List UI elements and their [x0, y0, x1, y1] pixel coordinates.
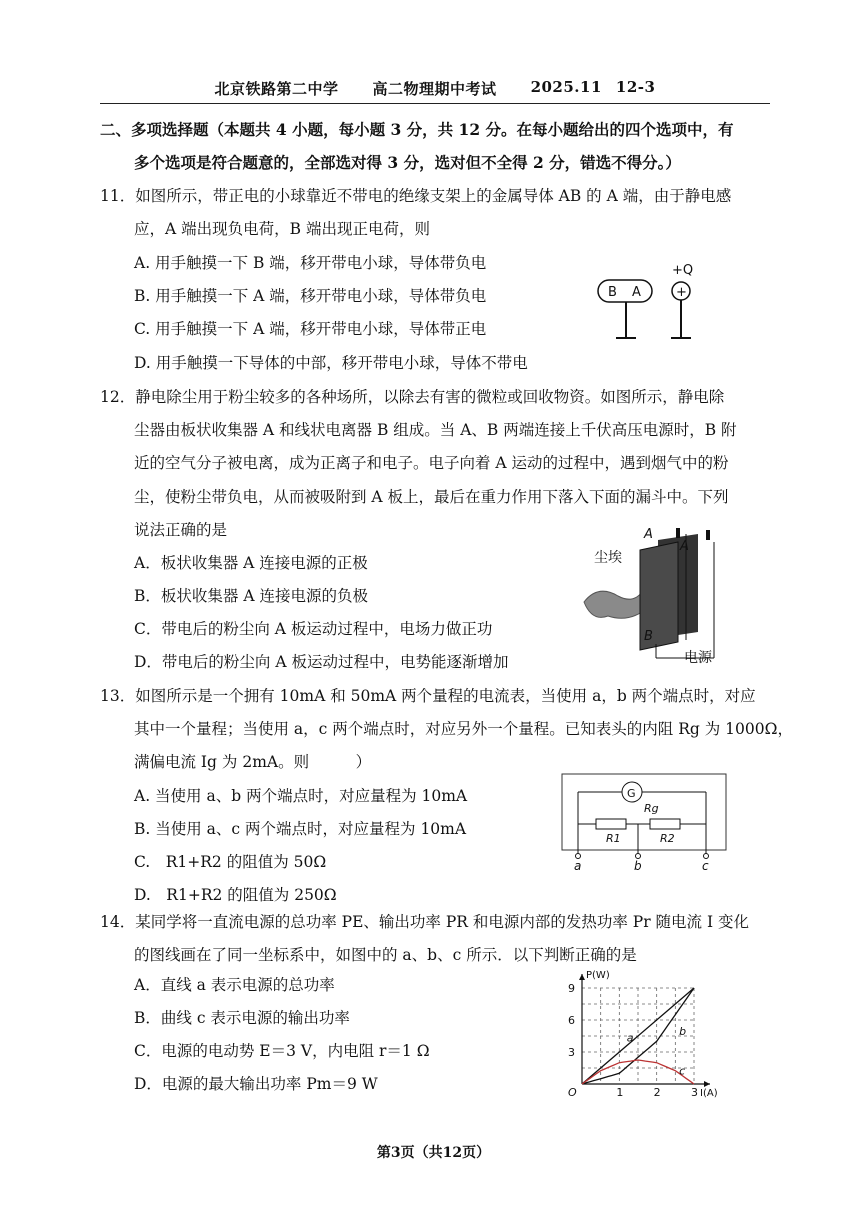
series-b-label: b — [679, 1024, 687, 1038]
power-chart — [560, 966, 728, 1098]
x-tick-label: 1 — [616, 1086, 624, 1098]
rg-label: Rg — [644, 802, 659, 815]
q13-option-a[interactable]: A. 当使用 a、b 两个端点时，对应量程为 10mA — [134, 787, 468, 805]
x-tick-label: 2 — [653, 1086, 661, 1098]
r1-label: R1 — [606, 832, 621, 845]
label-a: A — [632, 285, 641, 300]
q12-stem-line2: 尘器由板状收集器 A 和线状电离器 B 组成。当 A、B 两端连接上千伏高压电源时，B 附 — [134, 421, 737, 439]
q12-stem-line3: 近的空气分子被电离，成为正离子和电子。电子向着 A 运动的过程中，遇到烟气中的粉 — [134, 454, 729, 472]
origin-label: O — [568, 1086, 577, 1098]
series-a-label: a — [626, 1031, 634, 1045]
x-tick-label: 3 — [691, 1086, 698, 1098]
q11-stem-line1: 11．如图所示，带正电的小球靠近不带电的绝缘支架上的金属导体 AB 的 A 端，由于静电感 — [100, 187, 732, 205]
q14-option-d[interactable]: D．电源的最大输出功率 Pm＝9 W — [134, 1075, 378, 1093]
y-tick-label: 9 — [568, 982, 575, 995]
exam-name: 高二物理期中考试 — [372, 80, 497, 98]
x-axis-arrow-icon — [704, 1081, 710, 1087]
q11-stem-line2: 应，A 端出现负电荷，B 端出现正电荷，则 — [134, 220, 430, 238]
resistor-r2 — [650, 819, 680, 829]
ball-plus: + — [676, 285, 687, 300]
label-b: B — [608, 285, 617, 300]
q13-stem-line1: 13．如图所示是一个拥有 10mA 和 50mA 两个量程的电流表，当使用 a，b 两个端点时，对应 — [100, 687, 756, 705]
page-footer: 第3页（共12页） — [376, 1145, 491, 1161]
terminal-a: a — [574, 859, 582, 872]
q12-option-c[interactable]: C．带电后的粉尘向 A 板运动过程中，电场力做正功 — [134, 620, 493, 638]
q11-option-d[interactable]: D. 用手触摸一下导体的中部，移开带电小球，导体不带电 — [134, 354, 528, 372]
q12-stem-line1: 12．静电除尘用于粉尘较多的各种场所，以除去有害的微粒或回收物资。如图所示，静电除 — [100, 388, 725, 406]
page-code: 12-3 — [615, 78, 656, 96]
exam-date: 2025.11 — [530, 78, 602, 96]
q13-stem-line2: 其中一个量程；当使用 a，c 两个端点时，对应另外一个量程。已知表头的内阻 Rg 为 1000Ω， — [134, 720, 793, 738]
power-label: 电源 — [684, 650, 712, 666]
smoke — [584, 591, 642, 618]
y-tick-label: 6 — [568, 1014, 575, 1027]
section-heading-line2: 多个选项是符合题意的，全部选对得 3 分，选对但不全得 2 分，错选不得分。） — [134, 153, 681, 172]
school-name: 北京铁路第二中学 — [214, 80, 339, 98]
galvanometer-label: G — [627, 787, 636, 800]
q11-option-a[interactable]: A. 用手触摸一下 B 端，移开带电小球，导体带负电 — [134, 254, 487, 272]
label-a1: A — [644, 527, 653, 542]
q12-option-a[interactable]: A．板状收集器 A 连接电源的正极 — [134, 554, 368, 572]
q12-option-d[interactable]: D．带电后的粉尘向 A 板运动过程中，电势能逐渐增加 — [134, 653, 509, 671]
q14-option-c[interactable]: C．电源的电动势 E＝3 V，内电阻 r＝1 Ω — [134, 1042, 430, 1060]
q13-option-d[interactable]: D. R1+R2 的阻值为 250Ω — [134, 886, 337, 904]
y-axis-label: P(W) — [586, 970, 610, 981]
q12-figure — [578, 522, 728, 667]
label-q: +Q — [672, 263, 694, 278]
conductor-ab — [598, 280, 652, 302]
label-a2: A — [680, 539, 689, 554]
q11-option-b[interactable]: B. 用手触摸一下 A 端，移开带电小球，导体带负电 — [134, 287, 487, 305]
r2-label: R2 — [660, 832, 675, 845]
label-b: B — [644, 629, 653, 644]
section-heading-line1: 二、多项选择题（本题共 4 小题，每小题 3 分，共 12 分。在每小题给出的四个选项中，有 — [100, 120, 734, 139]
q14-option-a[interactable]: A．直线 a 表示电源的总功率 — [134, 976, 335, 994]
q14-stem-line1: 14．某同学将一直流电源的总功率 PE、输出功率 PR 和电源内部的发热功率 Pr 随电流 I 变化 — [100, 913, 750, 931]
q12-stem-line5: 说法正确的是 — [134, 521, 228, 539]
q14-option-b[interactable]: B．曲线 c 表示电源的输出功率 — [134, 1009, 350, 1027]
terminal-b: b — [634, 859, 642, 872]
q13-option-c[interactable]: C. R1+R2 的阻值为 50Ω — [134, 853, 327, 871]
q12-option-b[interactable]: B．板状收集器 A 连接电源的负极 — [134, 587, 368, 605]
q12-stem-line4: 尘，使粉尘带负电，从而被吸附到 A 板上，最后在重力作用下落入下面的漏斗中。下列 — [134, 488, 729, 506]
q13-figure — [560, 772, 730, 872]
y-tick-label: 3 — [568, 1046, 575, 1059]
x-axis-label: I(A) — [700, 1088, 718, 1098]
q13-stem-line3: 满偏电流 Ig 为 2mA。则 ） — [134, 753, 372, 771]
q11-figure — [590, 262, 710, 344]
q14-stem-line2: 的图线画在了同一坐标系中，如图中的 a、b、c 所示．以下判断正确的是 — [134, 946, 637, 964]
terminal-c: c — [702, 859, 709, 872]
dust-label: 尘埃 — [594, 550, 622, 566]
q13-option-b[interactable]: B. 当使用 a、c 两个端点时，对应量程为 10mA — [134, 820, 467, 838]
series-c-label: c — [679, 1064, 686, 1078]
y-axis-arrow-icon — [579, 974, 585, 980]
q11-option-c[interactable]: C. 用手触摸一下 A 端，移开带电小球，导体带正电 — [134, 320, 487, 338]
page-header — [100, 78, 770, 104]
resistor-r1 — [596, 819, 626, 829]
